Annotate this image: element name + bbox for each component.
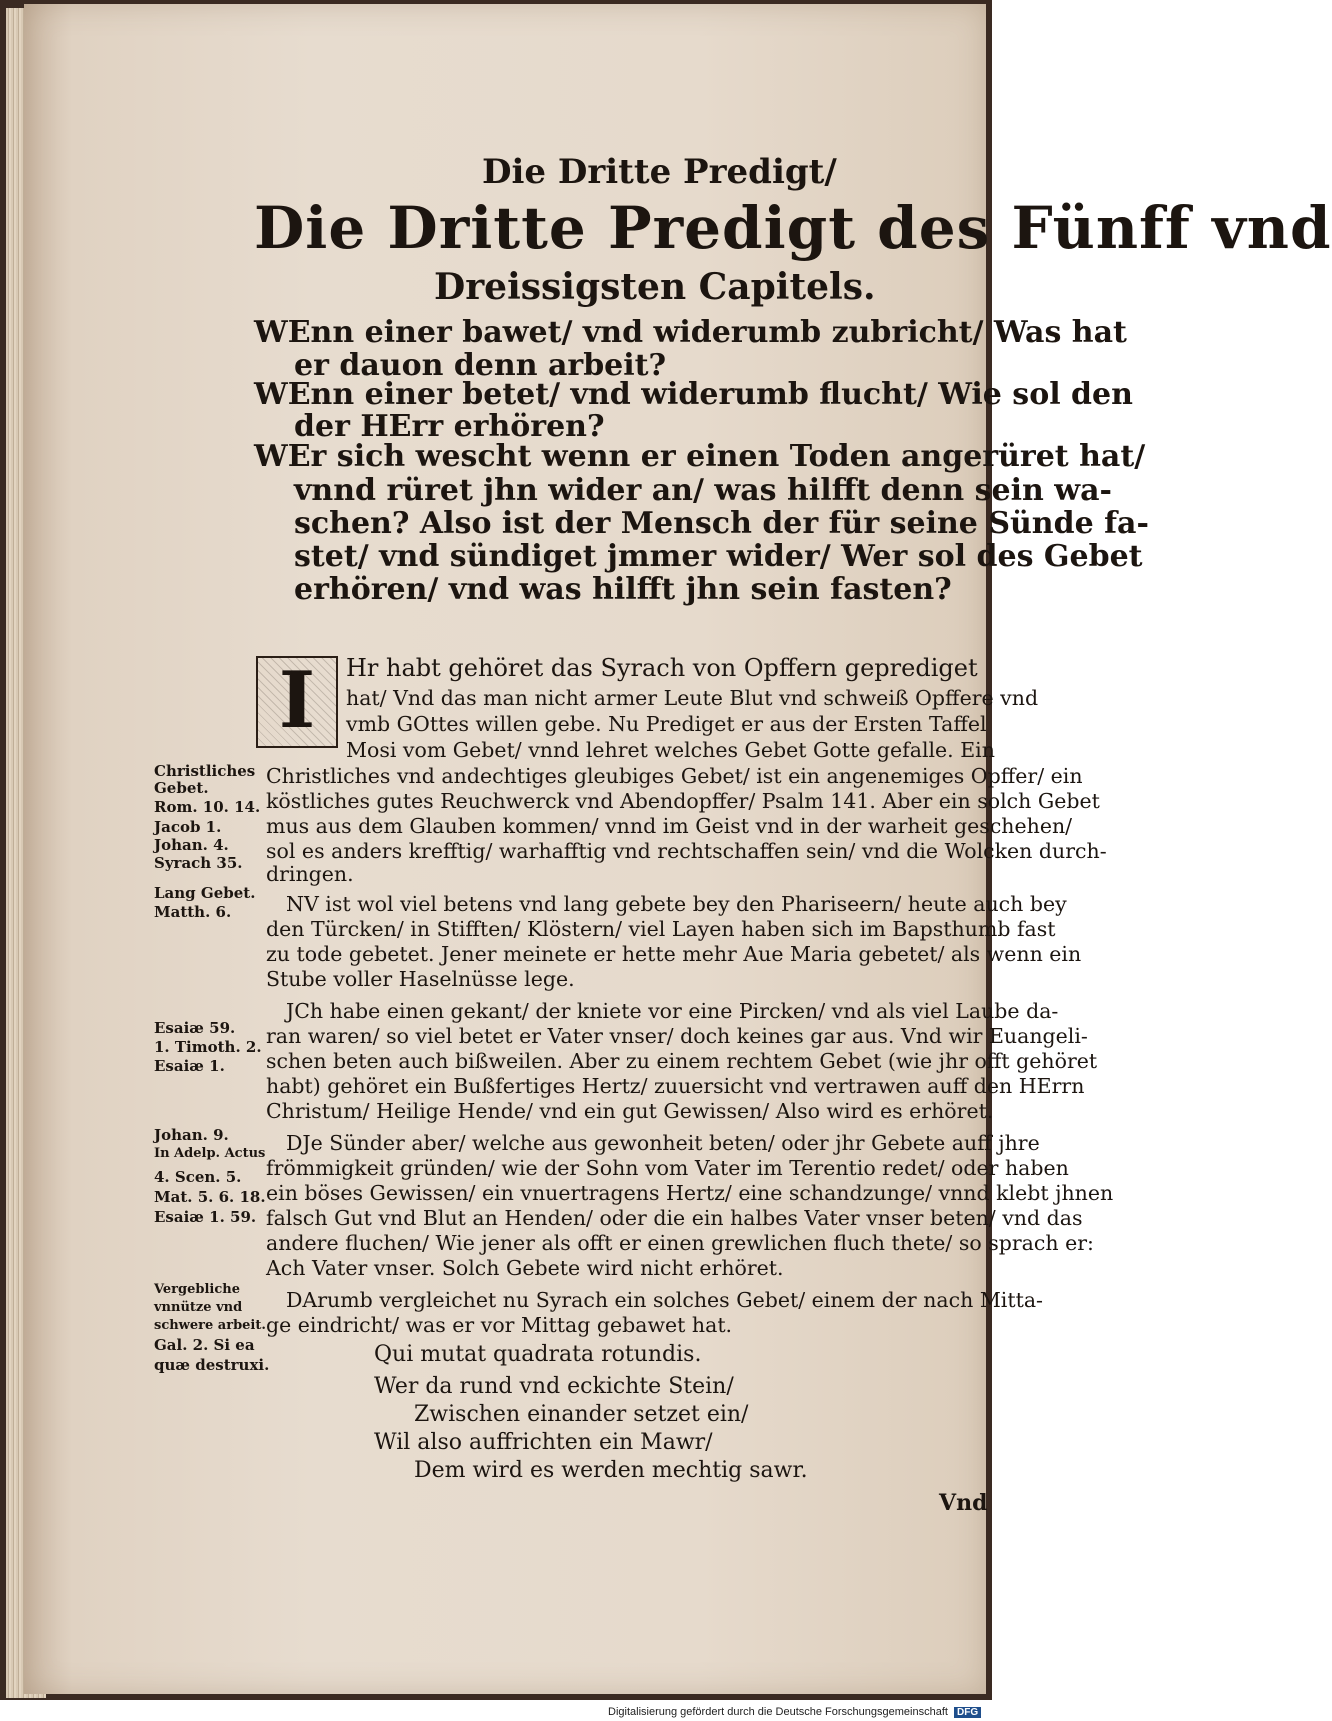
margin-note: Mat. 5. 6. 18. bbox=[154, 1188, 266, 1206]
body-line: frömmigkeit gründen/ wie der Sohn vom Vater im Terentio redet/ oder haben bbox=[266, 1156, 1069, 1180]
body-line: DArumb vergleichet nu Syrach ein solches Gebet/ einem der nach Mitta- bbox=[286, 1288, 1043, 1312]
body-line: vmb GOttes willen gebe. Nu Prediget er aus der Ersten Taffel bbox=[346, 712, 987, 736]
body-line: DJe Sünder aber/ welche aus gewonheit beten/ oder jhr Gebete auff jhre bbox=[286, 1131, 1040, 1155]
margin-note: In Adelp. Actus bbox=[154, 1146, 266, 1161]
body-line: hat/ Vnd das man nicht armer Leute Blut vnd schweiß Opffere vnd bbox=[346, 686, 1039, 710]
body-line: ein böses Gewissen/ ein vnuertragens Hertz/ eine schandzunge/ vnnd klebt jhnen bbox=[266, 1181, 1114, 1205]
margin-note: Esaiæ 1. 59. bbox=[154, 1208, 257, 1226]
verse-line: Qui mutat quadrata rotundis. bbox=[374, 1342, 702, 1367]
motto-line: WEnn einer bawet/ vnd widerumb zubricht/ Was hat bbox=[254, 315, 1127, 350]
verse-line: Dem wird es werden mechtig sawr. bbox=[414, 1458, 808, 1483]
body-line: Ach Vater vnser. Solch Gebete wird nicht erhöret. bbox=[266, 1256, 784, 1280]
body-line: sol es anders krefftig/ warhafftig vnd rechtschaffen sein/ vnd die Wolcken durch- bbox=[266, 839, 1107, 863]
margin-note: vnnütze vnd bbox=[154, 1300, 243, 1315]
margin-note: Esaiæ 1. bbox=[154, 1057, 225, 1075]
digitization-footer bbox=[608, 1706, 981, 1718]
margin-note: 1. Timoth. 2. bbox=[154, 1038, 262, 1056]
body-line: ge eindricht/ was er vor Mittag gebawet hat. bbox=[266, 1313, 733, 1337]
drop-cap: I bbox=[256, 656, 338, 748]
motto-line: WEr sich wescht wenn er einen Toden angerüret hat/ bbox=[254, 439, 1146, 474]
body-line: JCh habe einen gekant/ der kniete vor eine Pircken/ vnd als viel Laube da- bbox=[286, 999, 1059, 1023]
running-head: Die Dritte Predigt/ bbox=[482, 152, 837, 192]
margin-note: quæ destruxi. bbox=[154, 1356, 270, 1374]
body-line: Christliches vnd andechtiges gleubiges Gebet/ ist ein angenemiges Opffer/ ein bbox=[266, 764, 1083, 788]
margin-note: Vergebliche bbox=[154, 1282, 240, 1297]
margin-note: Johan. 4. bbox=[154, 836, 229, 854]
margin-note: Rom. 10. 14. bbox=[154, 798, 261, 816]
verse-line: Wil also auffrichten ein Mawr/ bbox=[374, 1430, 713, 1455]
body-line: falsch Gut vnd Blut an Henden/ oder die ein halbes Vater vnser beten/ vnd das bbox=[266, 1206, 1083, 1230]
motto-line: vnnd rüret jhn wider an/ was hilfft denn sein wa- bbox=[294, 473, 1112, 508]
margin-note: schwere arbeit. bbox=[154, 1318, 266, 1333]
footer-text: Digitalisierung gefördert durch die Deutsche Forschungsgemeinschaft bbox=[608, 1706, 948, 1718]
body-line: habt) gehöret ein Bußfertiges Hertz/ zuuersicht vnd vertrawen auff den HErrn bbox=[266, 1074, 1085, 1098]
title-line-1: Die Dritte Predigt des Fünff vnd bbox=[254, 194, 1332, 262]
motto-line: der HErr erhören? bbox=[294, 409, 605, 444]
body-line: köstliches gutes Reuchwerck vnd Abendopffer/ Psalm 141. Aber ein solch Gebet bbox=[266, 789, 1100, 813]
dfg-logo: DFG bbox=[954, 1707, 981, 1718]
margin-note: Syrach 35. bbox=[154, 854, 243, 872]
motto-line: stet/ vnd sündiget jmmer wider/ Wer sol des Gebet bbox=[294, 539, 1143, 574]
body-line: Christum/ Heilige Hende/ vnd ein gut Gewissen/ Also wird es erhöret. bbox=[266, 1099, 994, 1123]
motto-line: schen? Also ist der Mensch der für seine Sünde fa- bbox=[294, 506, 1149, 541]
margin-note: Christliches bbox=[154, 762, 256, 780]
motto-line: WEnn einer betet/ vnd widerumb flucht/ Wie sol den bbox=[254, 377, 1133, 412]
body-line: dringen. bbox=[266, 862, 354, 886]
page bbox=[24, 4, 1332, 1694]
body-line: den Türcken/ in Stifften/ Klöstern/ viel Layen haben sich im Bapsthumb fast bbox=[266, 917, 1056, 941]
margin-note: Matth. 6. bbox=[154, 903, 232, 921]
body-line: Mosi vom Gebet/ vnnd lehret welches Gebet Gotte gefalle. Ein bbox=[346, 738, 995, 762]
body-line: andere fluchen/ Wie jener als offt er einen grewlichen fluch thete/ so sprach er: bbox=[266, 1231, 1094, 1255]
body-line: zu tode gebetet. Jener meinete er hette mehr Aue Maria gebetet/ als wenn ein bbox=[266, 942, 1082, 966]
verse-line: Wer da rund vnd eckichte Stein/ bbox=[374, 1374, 734, 1399]
body-line: Stube voller Haselnüsse lege. bbox=[266, 967, 575, 991]
margin-note: Johan. 9. bbox=[154, 1126, 229, 1144]
title-line-2: Dreissigsten Capitels. bbox=[434, 266, 876, 308]
body-line: schen beten auch bißweilen. Aber zu einem rechtem Gebet (wie jhr offt gehöret bbox=[266, 1049, 1098, 1073]
body-line: NV ist wol viel betens vnd lang gebete bey den Phariseern/ heute auch bey bbox=[286, 892, 1067, 916]
catchword: Vnd bbox=[939, 1490, 988, 1516]
margin-note: 4. Scen. 5. bbox=[154, 1168, 242, 1186]
body-line: ran waren/ so viel betet er Vater vnser/ doch keines gar aus. Vnd wir Euangeli- bbox=[266, 1024, 1088, 1048]
margin-note: Jacob 1. bbox=[154, 818, 222, 836]
verse-line: Zwischen einander setzet ein/ bbox=[414, 1402, 749, 1427]
margin-note: Gebet. bbox=[154, 779, 209, 797]
body-line: Hr habt gehöret das Syrach von Opffern geprediget bbox=[346, 654, 978, 682]
margin-note: Lang Gebet. bbox=[154, 884, 256, 902]
body-line: mus aus dem Glauben kommen/ vnnd im Geist vnd in der warheit geschehen/ bbox=[266, 814, 1073, 838]
margin-note: Esaiæ 59. bbox=[154, 1019, 236, 1037]
margin-note: Gal. 2. Si ea bbox=[154, 1336, 255, 1354]
motto-line: er dauon denn arbeit? bbox=[294, 348, 667, 383]
motto-line: erhören/ vnd was hilfft jhn sein fasten? bbox=[294, 572, 952, 607]
